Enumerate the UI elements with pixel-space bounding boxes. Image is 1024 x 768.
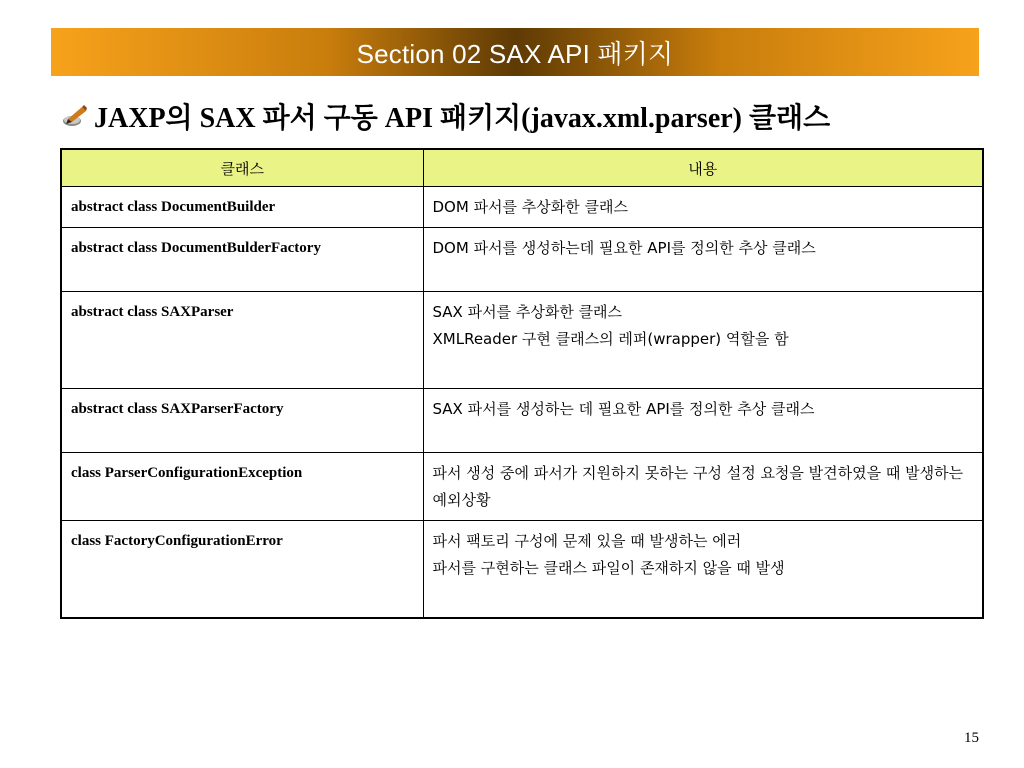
table-row <box>61 292 983 389</box>
table-row <box>61 521 983 618</box>
slide-title: Section 02 SAX API 패키지 <box>356 38 674 69</box>
class-name-cell: class ParserConfigurationException <box>61 453 423 521</box>
header-description: 내용 <box>423 149 983 187</box>
description-cell <box>423 292 983 389</box>
description-line: 파서 생성 중에 파서가 지원하지 못하는 구성 설정 요청을 발견하였을 때 발생하는 예외상황 <box>432 464 964 509</box>
description-line: SAX 파서를 추상화한 클래스 <box>432 303 623 321</box>
description-line: DOM 파서를 추상화한 클래스 <box>432 198 629 216</box>
table-row <box>61 389 983 453</box>
description-line: XMLReader 구현 클래스의 레퍼(wrapper) 역할을 함 <box>432 330 789 348</box>
description-cell <box>423 228 983 292</box>
heading-text: JAXP의 SAX 파서 구동 API 패키지(javax.xml.parser) 클래스 <box>94 103 831 134</box>
description-cell <box>423 453 983 521</box>
page-number: 15 <box>964 730 979 746</box>
class-name-cell: abstract class DocumentBuilder <box>61 187 423 228</box>
class-name-cell: abstract class SAXParser <box>61 292 423 389</box>
table-header-row <box>61 149 983 187</box>
description-cell <box>423 187 983 228</box>
description-cell <box>423 389 983 453</box>
table-row <box>61 228 983 292</box>
class-name-cell: abstract class DocumentBulderFactory <box>61 228 423 292</box>
pen-bullet-icon <box>62 103 88 129</box>
class-name-cell: class FactoryConfigurationError <box>61 521 423 618</box>
slide-heading <box>62 96 992 136</box>
class-name-cell: abstract class SAXParserFactory <box>61 389 423 453</box>
description-line: DOM 파서를 생성하는데 필요한 API를 정의한 추상 클래스 <box>432 239 816 257</box>
header-class: 클래스 <box>61 149 423 187</box>
slide-title-bar <box>51 28 979 76</box>
description-line: 파서를 구현하는 클래스 파일이 존재하지 않을 때 발생 <box>432 559 785 577</box>
table-row <box>61 187 983 228</box>
description-line: 파서 팩토리 구성에 문제 있을 때 발생하는 에러 <box>432 532 742 550</box>
table-row <box>61 453 983 521</box>
class-table <box>60 148 984 619</box>
description-line: SAX 파서를 생성하는 데 필요한 API를 정의한 추상 클래스 <box>432 400 815 418</box>
description-cell <box>423 521 983 618</box>
